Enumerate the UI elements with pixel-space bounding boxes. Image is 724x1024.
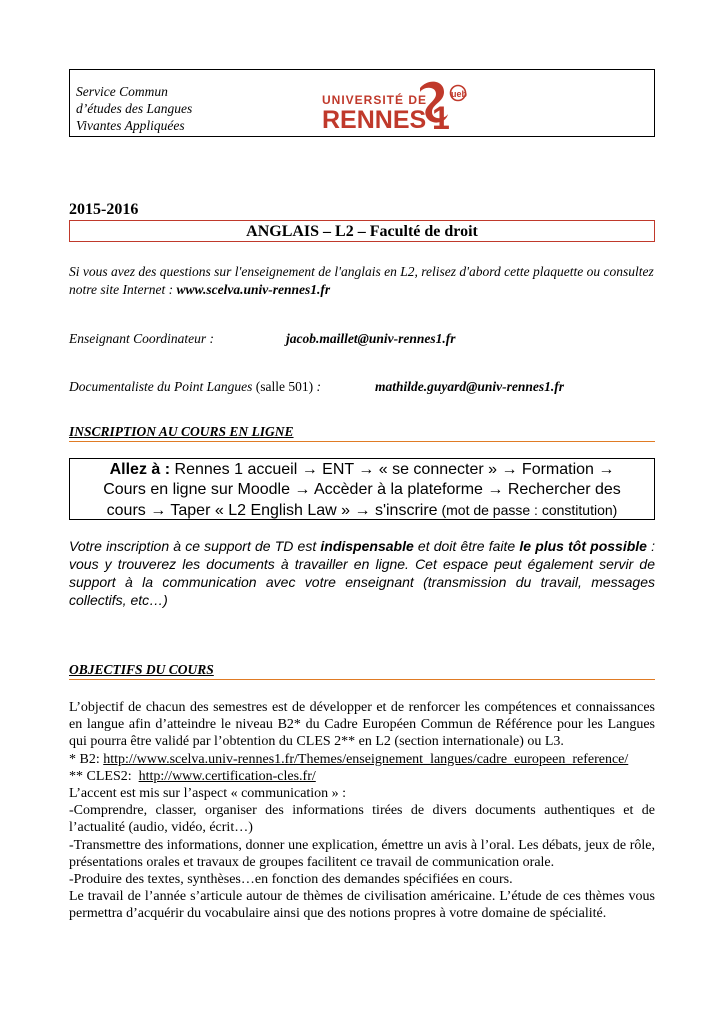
service-line: d’études des Langues <box>76 101 193 116</box>
access-line-1 <box>70 460 654 480</box>
inscription-emphasis-1: indispensable <box>320 538 414 554</box>
access-line-3 <box>70 500 654 521</box>
access-instructions <box>69 458 655 520</box>
cles-reference <box>69 768 655 785</box>
service-name <box>76 83 192 134</box>
section-rule <box>69 441 655 442</box>
allez-label: Allez à : <box>109 461 171 478</box>
course-title: ANGLAIS – L2 – Faculté de droit <box>69 220 655 242</box>
logo-line1: UNIVERSITÉ DE <box>322 93 428 107</box>
header-box <box>69 69 655 137</box>
documentalist-email: mathilde.guyard@univ-rennes1.fr <box>375 379 564 394</box>
logo-numeral: 1 <box>432 100 450 132</box>
objectifs-paragraph: L’objectif de chacun des semestres est de développer et de renforcer les compétences et connaissances en langue afin d’atteindre le niveau B2* du Cadre Européen Commun de Référence pour les Langues qui pourra être validé par l’obtention du CLES 2** en L2 (section internationale) ou L3. <box>69 700 655 750</box>
section-heading-objectifs: OBJECTIFS DU COURS <box>69 662 214 677</box>
access-line-3-text: cours → Taper « L2 English Law » → s'inscrire <box>106 502 438 519</box>
academic-year: 2015-2016 <box>69 201 139 218</box>
inscription-paragraph <box>69 537 655 609</box>
intro-site: www.scelva.univ-rennes1.fr <box>176 282 331 297</box>
logo-badge: ueb <box>451 89 468 99</box>
cles-link[interactable]: http://www.certification-cles.fr/ <box>138 768 316 784</box>
objectifs-line: -Transmettre des informations, donner une explication, émettre un avis à l’oral. Les débats, jeux de rôle, présentations orales et travaux de groupes facilitent ce travail de communication orale. <box>69 837 655 870</box>
password-note: (mot de passe : constitution) <box>437 502 618 518</box>
coordinator-label: Enseignant Coordinateur : <box>69 331 214 346</box>
objectifs-line: -Comprendre, classer, organiser des informations tirées de divers documents authentiques et de l’actualité (audio, vidéo, écrit…) <box>69 803 655 836</box>
access-line-2: Cours en ligne sur Moodle → Accèder à la plateforme → Rechercher des <box>103 481 621 498</box>
b2-reference <box>69 751 655 768</box>
documentalist-role: Documentaliste du Point Langues <box>69 379 253 394</box>
inscription-text-e: : vous y trouverez les documents à travailler en ligne. Cet espace peut également servir de support à la communication avec votre enseignant (transmission du travail, messages collectifs, etc…) <box>69 538 655 608</box>
logo-line2: RENNES <box>322 106 427 132</box>
objectifs-line: -Produire des textes, synthèses…en fonction des demandes spécifiées en cours. <box>69 872 513 888</box>
intro-paragraph <box>69 263 655 299</box>
coordinator-email: jacob.maillet@univ-rennes1.fr <box>286 331 456 346</box>
objectifs-line: Le travail de l’année s’articule autour de thèmes de civilisation américaine. L’étude de ces thèmes vous permettra d’acquérir du vocabulaire ainsi que des notions propres à votre domaine de spécialité. <box>69 889 655 922</box>
section-heading-inscription: INSCRIPTION AU COURS EN LIGNE <box>69 424 294 439</box>
inscription-emphasis-2: le plus tôt possible <box>519 538 647 554</box>
section-rule <box>69 679 655 680</box>
inscription-text-a: Votre inscription à ce support de TD est <box>69 538 321 554</box>
b2-label: * B2: <box>69 751 104 767</box>
intro-text: Si vous avez des questions sur l'enseignement de l'anglais en L2, relisez d'abord cette plaquette ou consultez notre site Internet : <box>69 264 654 297</box>
access-line-1-text: Rennes 1 accueil → ENT → « se connecter » → Formation → <box>170 461 615 478</box>
inscription-text-c: et doit être faite <box>413 538 520 554</box>
university-logo <box>320 76 500 132</box>
cles-label: ** CLES2: <box>69 768 139 784</box>
service-line: Service Commun <box>76 84 168 99</box>
documentalist-room: (salle 501) <box>252 379 317 394</box>
service-line: Vivantes Appliquées <box>76 118 185 133</box>
b2-link[interactable]: http://www.scelva.univ-rennes1.fr/Themes/enseignement_langues/cadre_europeen_reference/ <box>103 751 629 767</box>
documentalist-colon: : <box>316 379 321 394</box>
documentalist-label <box>69 378 321 396</box>
objectifs-line: L’accent est mis sur l’aspect « communication » : <box>69 786 347 802</box>
objectifs-body <box>69 699 655 923</box>
